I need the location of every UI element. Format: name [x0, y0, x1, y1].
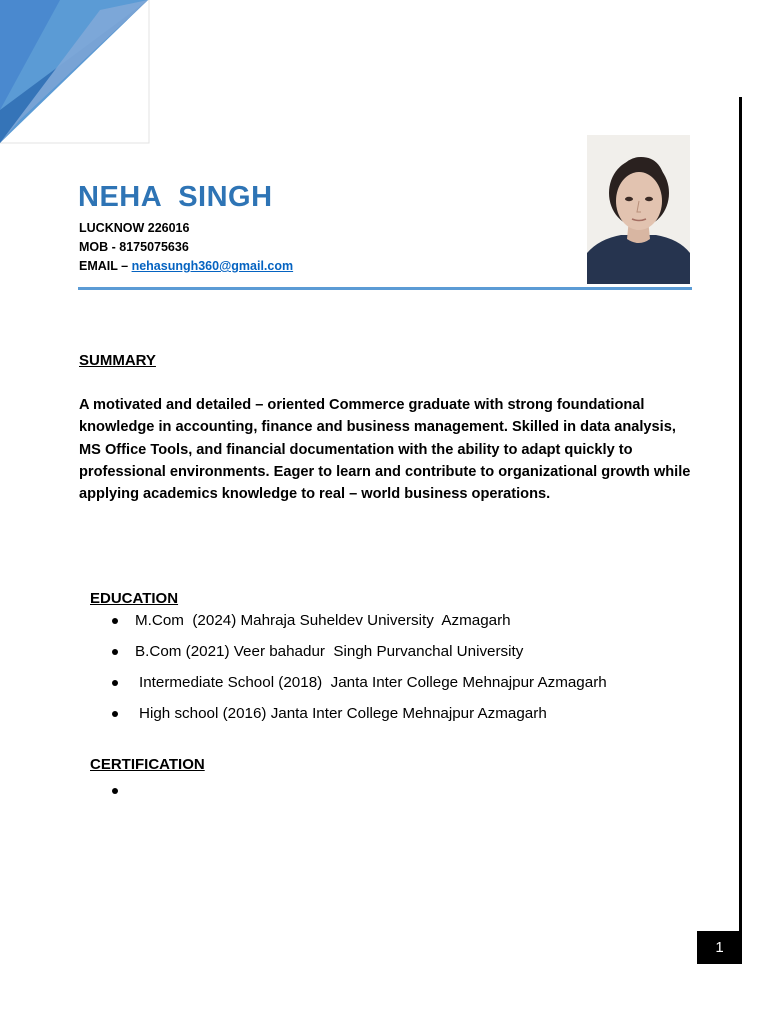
- header-divider: [78, 287, 692, 290]
- education-list: [112, 610, 607, 734]
- certification-item: [112, 780, 129, 811]
- email-line: [79, 259, 293, 273]
- mobile-text: MOB - 8175075636: [79, 240, 189, 254]
- education-item: [112, 672, 607, 703]
- email-link[interactable]: nehasungh360@gmail.com: [131, 259, 294, 273]
- summary-paragraph: A motivated and detailed – oriented Commerce graduate with strong foundational knowledge in accounting, finance and business management. Skilled in data analysis, MS Office Tools, and financial documentation with the ability to adapt quickly to professional environments. Eager to learn and contribute to organizational growth while applying academics knowledge to real – world business operations.: [79, 397, 691, 503]
- bullet-icon: [112, 788, 118, 794]
- bullet-icon: [112, 649, 118, 655]
- profile-photo: [587, 135, 690, 284]
- education-item-text: High school (2016) Janta Inter College Mehnajpur Azmagarh: [139, 705, 547, 722]
- education-item-text: Intermediate School (2018) Janta Inter College Mehnajpur Azmagarh: [139, 674, 607, 691]
- bullet-icon: [112, 680, 118, 686]
- education-item-text: M.Com (2024) Mahraja Suheldev University Azmagarh: [135, 612, 511, 629]
- education-item: [112, 703, 547, 734]
- education-item: [112, 641, 524, 672]
- candidate-name: NEHA SINGH: [78, 181, 273, 213]
- education-item-text: B.Com (2021) Veer bahadur Singh Purvanchal University: [135, 643, 524, 660]
- certification-list: [112, 780, 129, 811]
- corner-decoration: [0, 0, 150, 146]
- email-label: EMAIL –: [79, 259, 132, 273]
- address-text: LUCKNOW 226016: [79, 221, 190, 235]
- summary-heading: SUMMARY: [79, 352, 156, 369]
- education-heading: EDUCATION: [90, 590, 179, 607]
- certification-heading: CERTIFICATION: [90, 756, 205, 773]
- page-number: 1: [715, 939, 724, 956]
- page-number-box: [697, 931, 742, 964]
- bullet-icon: [112, 618, 118, 624]
- education-item: [112, 610, 511, 641]
- bullet-icon: [112, 711, 118, 717]
- right-border-line: [739, 97, 742, 937]
